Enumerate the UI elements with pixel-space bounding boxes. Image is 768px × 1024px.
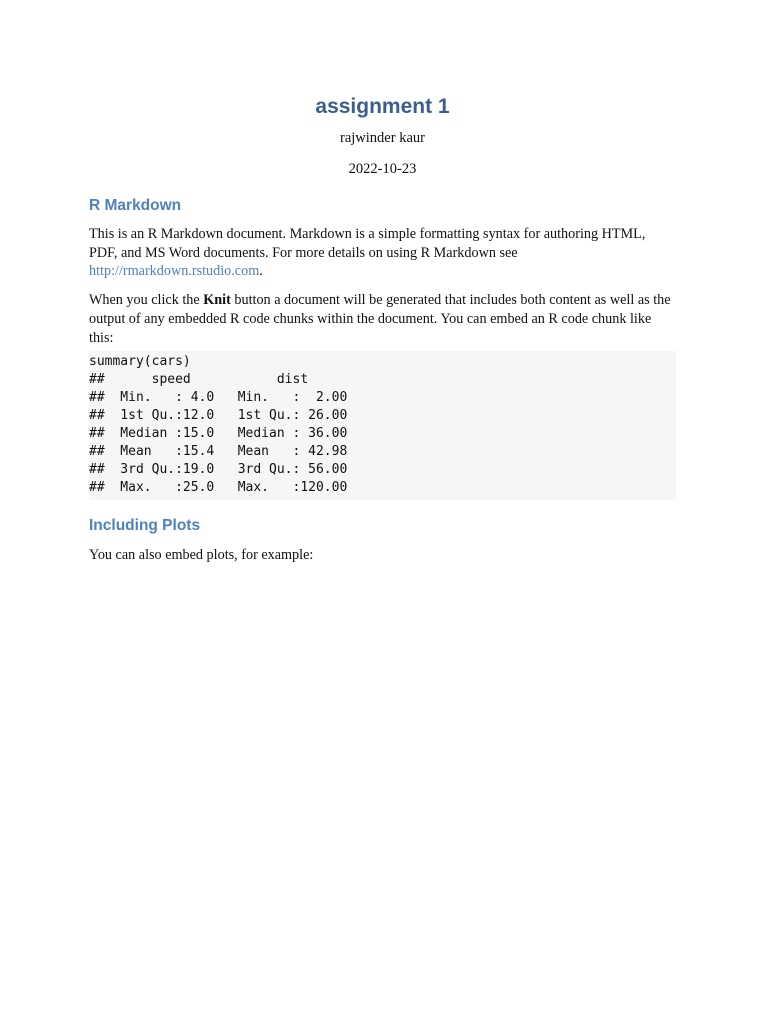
paragraph-knit-before: When you click the [89, 292, 204, 309]
code-output-line: ## Median :15.0 Median : 36.00 [89, 426, 363, 442]
document-date: 2022-10-23 [348, 161, 417, 177]
paragraph-knit-after: button a document will be generated that includes both content as well as the output of any embedded R code chunks within the document. You can embed an R code chunk like this: [89, 292, 671, 346]
paragraph-plots: You can also embed plots, for example: [89, 547, 314, 564]
code-output-line: ## 3rd Qu.:19.0 3rd Qu.: 56.00 [89, 462, 363, 478]
code-output-line: ## speed dist [89, 372, 363, 388]
document-title: assignment 1 [315, 95, 450, 118]
heading-r-markdown: R Markdown [89, 197, 182, 214]
paragraph-intro [89, 225, 676, 281]
code-chunk [89, 351, 676, 500]
paragraph-intro-end: . [259, 263, 263, 280]
code-source: summary(cars) [89, 354, 191, 370]
code-output-line: ## Max. :25.0 Max. :120.00 [89, 480, 363, 496]
code-output-line: ## 1st Qu.:12.0 1st Qu.: 26.00 [89, 408, 363, 424]
paragraph-knit [89, 291, 676, 347]
code-output-line: ## Mean :15.4 Mean : 42.98 [89, 444, 363, 460]
code-output [89, 371, 676, 497]
paragraph-intro-text: This is an R Markdown document. Markdown is a simple formatting syntax for authoring HTML, PDF, and MS Word documents. For more details on using R Markdown see [89, 226, 646, 261]
rmarkdown-link[interactable]: http://rmarkdown.rstudio.com [89, 263, 260, 280]
heading-including-plots: Including Plots [89, 517, 201, 535]
code-output-line: ## Min. : 4.0 Min. : 2.00 [89, 390, 363, 406]
knit-keyword: Knit [203, 292, 231, 309]
document-author: rajwinder kaur [340, 130, 425, 146]
